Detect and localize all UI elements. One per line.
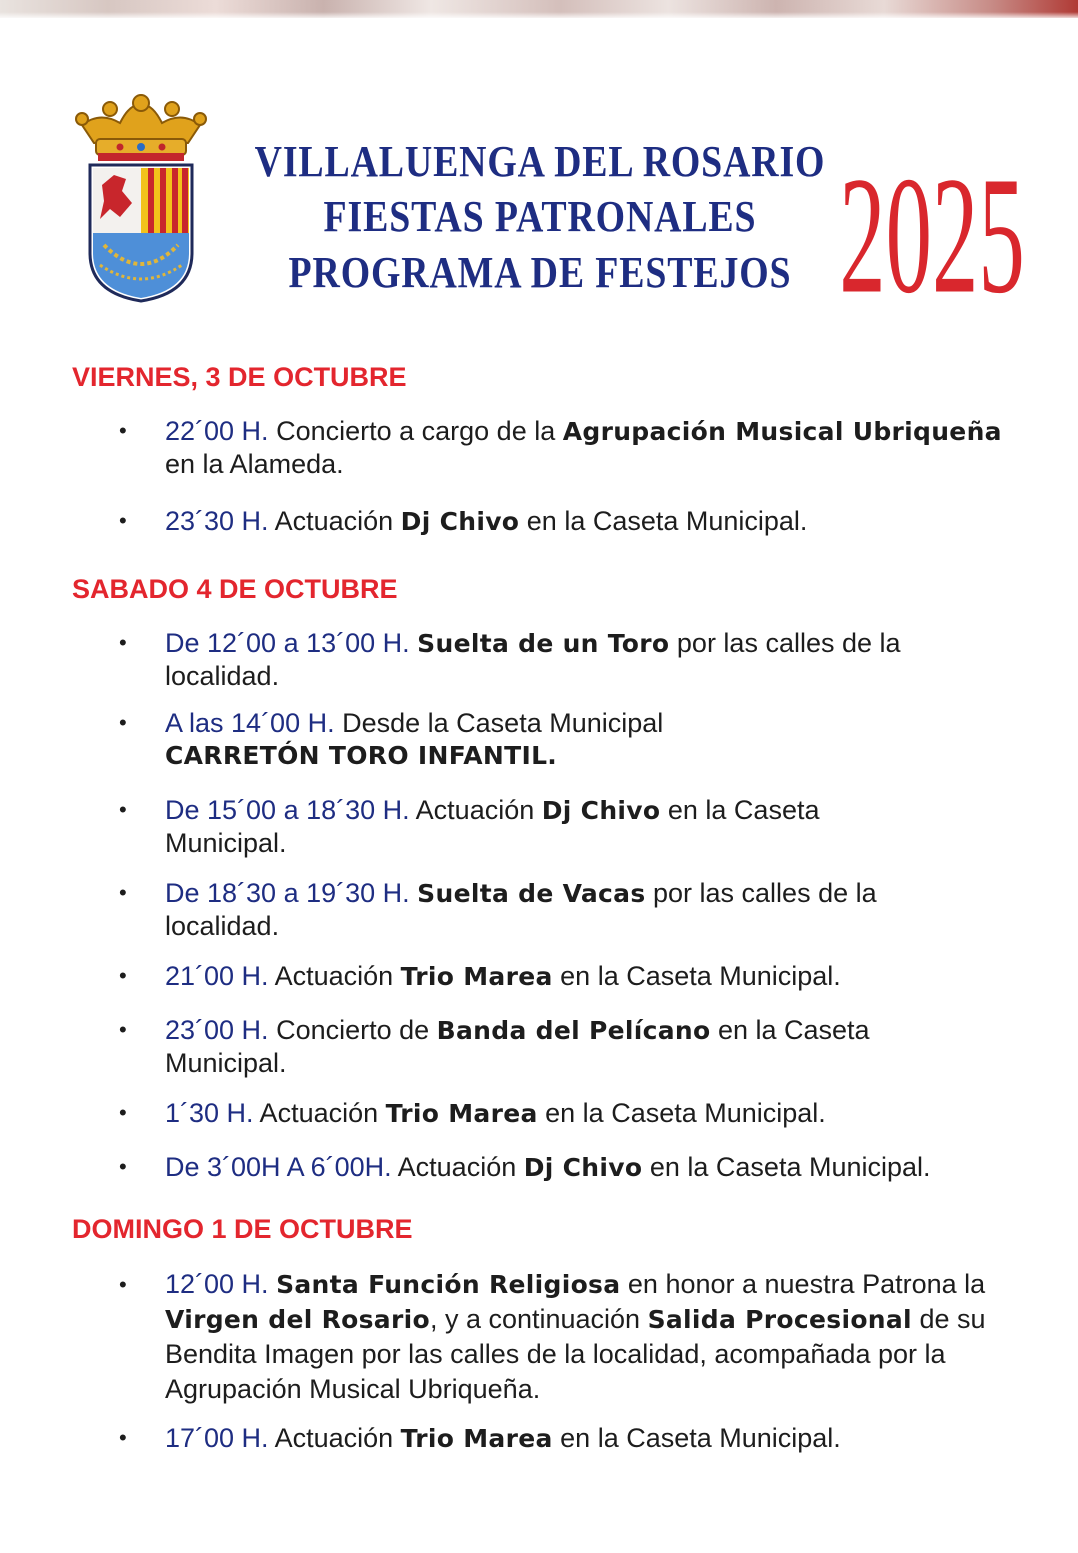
bullet-icon: • bbox=[119, 797, 127, 822]
day-header-domingo: DOMINGO 1 DE OCTUBRE bbox=[72, 1214, 413, 1244]
event-item bbox=[119, 1422, 1025, 1455]
event-item bbox=[119, 1097, 1025, 1130]
event-highlight: Suelta de un Toro bbox=[417, 629, 670, 658]
event-item bbox=[119, 707, 1025, 772]
event-time: De 3´00H A 6´00H. bbox=[165, 1152, 392, 1182]
bullet-icon: • bbox=[119, 1425, 127, 1450]
event-highlight: Agrupación Musical Ubriqueña bbox=[562, 417, 1002, 446]
bullet-icon: • bbox=[119, 1272, 127, 1297]
event-time: 12´00 H. bbox=[165, 1269, 269, 1299]
event-time: De 12´00 a 13´00 H. bbox=[165, 628, 410, 658]
bullet-icon: • bbox=[119, 418, 127, 443]
event-time: 21´00 H. bbox=[165, 961, 269, 991]
event-highlight: Dj Chivo bbox=[541, 796, 661, 825]
event-text: en la Caseta Municipal. bbox=[165, 1015, 870, 1078]
title-fiestas: FIESTAS PATRONALES bbox=[323, 192, 757, 241]
event-text: en la Caseta Municipal. bbox=[519, 506, 808, 536]
event-item bbox=[119, 1151, 1025, 1184]
event-text: de su Bendita Imagen por las calles de la localidad, acompañada por la Agrupación Musical Ubriqueña. bbox=[165, 1304, 986, 1404]
event-text: por las calles de la localidad. bbox=[165, 628, 901, 691]
event-time: 1´30 H. bbox=[165, 1098, 254, 1128]
event-text: Actuación bbox=[409, 795, 542, 825]
event-text: en la Caseta Municipal. bbox=[642, 1152, 931, 1182]
event-text: Actuación bbox=[391, 1152, 524, 1182]
event-text: Actuación bbox=[268, 506, 401, 536]
event-time: 22´00 H. bbox=[165, 416, 269, 446]
event-item bbox=[119, 794, 925, 859]
event-highlight: Trio Marea bbox=[385, 1099, 538, 1128]
event-text bbox=[269, 1269, 277, 1299]
event-item bbox=[119, 877, 985, 942]
event-text: en la Caseta Municipal. bbox=[552, 1423, 841, 1453]
event-highlight: Dj Chivo bbox=[523, 1153, 643, 1182]
bullet-icon: • bbox=[119, 1017, 127, 1042]
event-item bbox=[119, 1014, 965, 1079]
day-header-viernes: VIERNES, 3 DE OCTUBRE bbox=[72, 362, 407, 392]
day-header-sabado: SABADO 4 DE OCTUBRE bbox=[72, 574, 398, 604]
event-text: , y a continuación bbox=[429, 1304, 648, 1334]
event-highlight: Banda del Pelícano bbox=[436, 1016, 711, 1045]
event-time: 23´30 H. bbox=[165, 506, 269, 536]
bullet-icon: • bbox=[119, 1100, 127, 1125]
year-label bbox=[842, 113, 1022, 313]
event-text: Concierto a cargo de la bbox=[268, 416, 563, 446]
event-highlight: CARRETÓN TORO INFANTIL. bbox=[165, 741, 558, 770]
crown-icon bbox=[76, 95, 206, 161]
event-time: De 15´00 a 18´30 H. bbox=[165, 795, 410, 825]
event-item bbox=[119, 960, 1025, 993]
event-highlight: Suelta de Vacas bbox=[417, 879, 646, 908]
event-item bbox=[119, 505, 1025, 538]
bullet-icon: • bbox=[119, 710, 127, 735]
event-text: Actuación bbox=[253, 1098, 386, 1128]
event-text: por las calles de la localidad. bbox=[165, 878, 877, 941]
bullet-icon: • bbox=[119, 1154, 127, 1179]
event-time: 23´00 H. bbox=[165, 1015, 269, 1045]
event-text: Actuación bbox=[268, 1423, 401, 1453]
event-highlight: Trio Marea bbox=[400, 962, 553, 991]
event-highlight: Santa Función Religiosa bbox=[276, 1270, 621, 1299]
title-programa: PROGRAMA DE FESTEJOS bbox=[288, 248, 792, 297]
event-highlight: Salida Procesional bbox=[647, 1305, 912, 1334]
event-text: en la Caseta Municipal. bbox=[165, 795, 820, 858]
event-text: Actuación bbox=[268, 961, 401, 991]
event-text: Desde la Caseta Municipal bbox=[334, 708, 664, 738]
event-text: en la Caseta Municipal. bbox=[537, 1098, 826, 1128]
year-text: 2025 bbox=[842, 142, 1022, 313]
event-highlight: Trio Marea bbox=[400, 1424, 553, 1453]
event-time: A las 14´00 H. bbox=[165, 708, 335, 738]
event-text: en honor a nuestra Patrona la bbox=[620, 1269, 986, 1299]
bullet-icon: • bbox=[119, 508, 127, 533]
bullet-icon: • bbox=[119, 963, 127, 988]
event-highlight: Dj Chivo bbox=[400, 507, 520, 536]
event-time: 17´00 H. bbox=[165, 1423, 269, 1453]
event-item bbox=[119, 415, 1025, 480]
bullet-icon: • bbox=[119, 630, 127, 655]
event-item bbox=[119, 627, 985, 692]
event-item bbox=[119, 1267, 1015, 1407]
event-text: en la Caseta Municipal. bbox=[552, 961, 841, 991]
event-text: Concierto de bbox=[268, 1015, 437, 1045]
bullet-icon: • bbox=[119, 880, 127, 905]
top-photo-strip bbox=[0, 0, 1078, 18]
coat-of-arms-icon bbox=[70, 93, 212, 305]
event-text: en la Alameda. bbox=[165, 449, 344, 479]
event-highlight: Virgen del Rosario bbox=[165, 1305, 430, 1334]
title-town: VILLALUENGA DEL ROSARIO bbox=[254, 137, 826, 186]
event-time: De 18´30 a 19´30 H. bbox=[165, 878, 410, 908]
